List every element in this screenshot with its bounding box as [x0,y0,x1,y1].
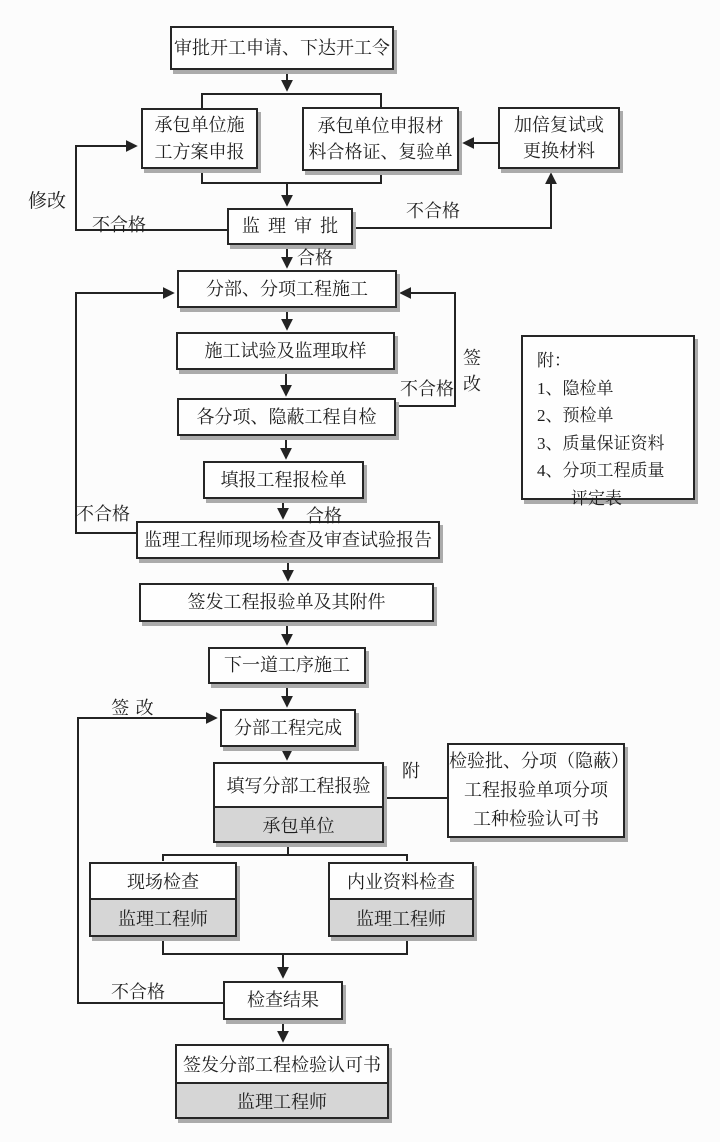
node-issue-division-cert [175,1044,389,1119]
edge-label-fail-site-check: 不合格 [76,504,130,524]
edge-label-sign-change-left: 签改 [111,698,160,718]
node-issue-division-cert-label: 签发分部工程检验认可书 [175,1044,389,1084]
node-inspection-form: 填报工程报检单 [203,461,364,499]
node-site-inspection-owner: 监理工程师 [89,898,237,937]
attachment-list-item-4: 4、分项工程质量 [537,461,665,481]
node-retest-replace-line1: 加倍复试或 [514,114,604,135]
node-division-report-label: 填写分部工程报验 [213,762,384,808]
node-retest-replace-line2: 更换材料 [523,141,595,161]
attachment-list-item-1: 1、隐检单 [537,378,614,398]
edge-label-fail-review-left: 不合格 [92,215,146,235]
node-attachment-note-line1: 检验批、分项（隐蔽） [449,750,629,771]
node-subdivision-construction: 分部、分项工程施工 [177,270,397,308]
node-division-report-owner: 承包单位 [213,806,384,843]
node-document-inspection-label: 内业资料检查 [328,862,474,900]
attachment-list-title: 附： [537,351,571,370]
attachment-list-item-3: 3、质量保证资料 [537,433,665,453]
node-site-check-report: 监理工程师现场检查及审查试验报告 [136,521,440,559]
attachment-list-item-5: 评定表 [571,488,622,508]
node-issue-acceptance: 签发工程报验单及其附件 [139,583,434,622]
node-document-inspection [328,862,474,937]
node-contractor-materials-line2: 料合格证、复验单 [308,142,453,162]
node-next-process: 下一道工序施工 [208,647,366,684]
edge-label-sign-change-right: 签改 [461,348,481,401]
node-document-inspection-owner: 监理工程师 [328,898,474,937]
edge-label-pass-inspection: 合格 [306,506,342,526]
node-self-inspection: 各分项、隐蔽工程自检 [177,398,396,436]
edge-label-fail-materials: 不合格 [406,201,460,221]
edge-label-fail-result: 不合格 [111,982,165,1002]
node-site-inspection-label: 现场检查 [89,862,237,900]
node-construction-test: 施工试验及监理取样 [176,332,395,370]
node-attachment-note-line3: 工种检验认可书 [473,809,599,830]
node-issue-division-cert-owner: 监理工程师 [175,1082,389,1119]
attachment-list-box [521,335,695,508]
node-contractor-plan-line1: 承包单位施 [154,115,245,136]
edge-label-attach: 附 [402,761,420,781]
node-contractor-plan [141,108,258,169]
node-site-inspection [89,862,237,937]
node-approve-start: 审批开工申请、下达开工令 [170,26,394,70]
node-inspection-result: 检查结果 [223,981,343,1020]
edge-label-pass-review: 合格 [297,248,333,268]
node-attachment-note-line2: 工程报验单项分项 [464,779,608,800]
node-contractor-materials-line1: 承包单位申报材 [317,115,444,136]
edge-label-modify: 修改 [28,191,67,212]
attachment-list-item-2: 2、预检单 [537,406,614,426]
node-supervisor-review: 监理审批 [227,208,353,245]
node-contractor-plan-line2: 工方案申报 [154,141,245,162]
node-division-complete: 分部工程完成 [220,709,356,747]
node-division-report [213,762,384,843]
node-attachment-note [447,743,629,838]
edge-label-fail-self-check: 不合格 [400,379,454,399]
node-retest-replace [498,107,620,169]
node-contractor-materials [302,107,459,171]
